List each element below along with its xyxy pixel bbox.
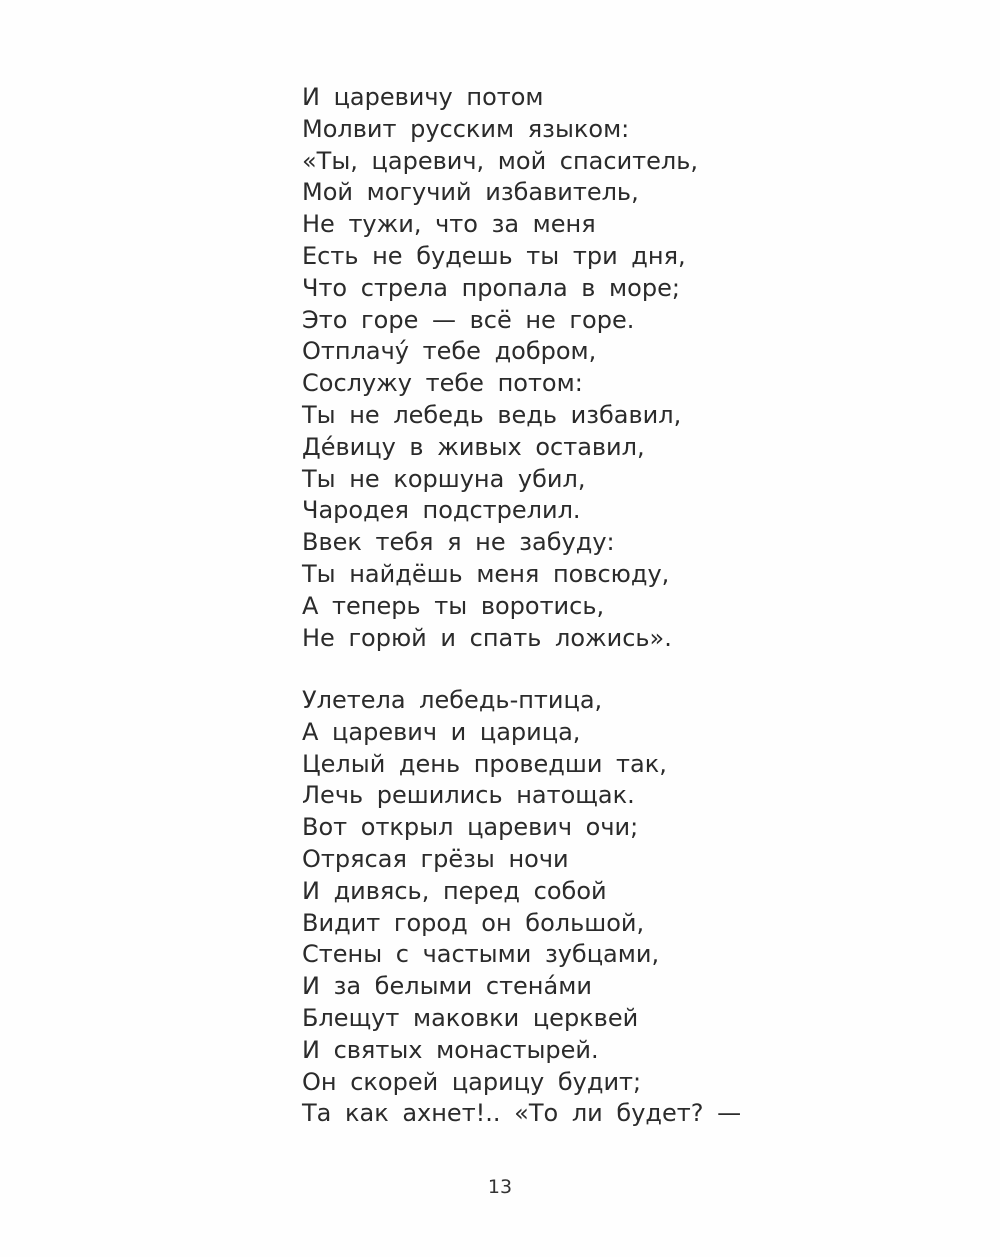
poem-line: Лечь решились натощак.	[302, 781, 635, 810]
poem-line: Целый день проведши так,	[302, 749, 667, 778]
poem-line: Отрясая грёзы ночи	[302, 844, 569, 873]
poem-line: Молвит русским языком:	[302, 114, 630, 143]
poem-line: Стены с частыми зубцами,	[302, 940, 660, 969]
poem-line: И дивясь, перед собой	[302, 876, 607, 905]
poem-line: Ввек тебя я не забуду:	[302, 528, 615, 557]
poem-line: Он скорей царицу будит;	[302, 1067, 642, 1096]
poem-line: А теперь ты воротись,	[302, 591, 605, 620]
poem-line: Блещут маковки церквей	[302, 1003, 639, 1032]
poem-line: Что стрела пропала в море;	[302, 273, 680, 302]
stanza-1	[302, 82, 698, 654]
poem-line: Чародея подстрелил.	[302, 496, 581, 525]
poem-line: Видит город он большой,	[302, 908, 645, 937]
poem-line: Отплачу́ тебе добром,	[302, 337, 597, 366]
poem-line: А царевич и царица,	[302, 717, 581, 746]
poem-line: Ты не коршуна убил,	[302, 464, 586, 493]
poem-line: «Ты, царевич, мой спаситель,	[302, 146, 699, 175]
poem-line: И царевичу потом	[302, 83, 544, 111]
poem-line: Улетела лебедь-птица,	[302, 686, 603, 714]
poem-line: Вот открыл царевич очи;	[302, 813, 639, 842]
poem-line: Не горюй и спать ложись».	[302, 623, 672, 652]
poem-line: Есть не будешь ты три дня,	[302, 241, 686, 270]
poem-line: Та как ахнет!.. «То ли будет? —	[302, 1099, 742, 1128]
poem-line: Не тужи, что за меня	[302, 210, 596, 239]
poem-line: Ты не лебедь ведь избавил,	[302, 400, 682, 429]
poem-line: Ты найдёшь меня повсюду,	[302, 559, 670, 588]
poem-line: Мой могучий избавитель,	[302, 178, 639, 207]
page-number: 13	[487, 1176, 513, 1198]
poem-line: Это горе — всё не горе.	[302, 305, 635, 334]
poem-line: Сослужу тебе потом:	[302, 369, 583, 398]
poem-line: Де́вицу в живых оставил,	[302, 432, 645, 461]
stanza-2	[302, 685, 741, 1130]
poem-line: И за белыми стена́ми	[302, 972, 592, 1001]
poem-line: И святых монастырей.	[302, 1035, 599, 1064]
